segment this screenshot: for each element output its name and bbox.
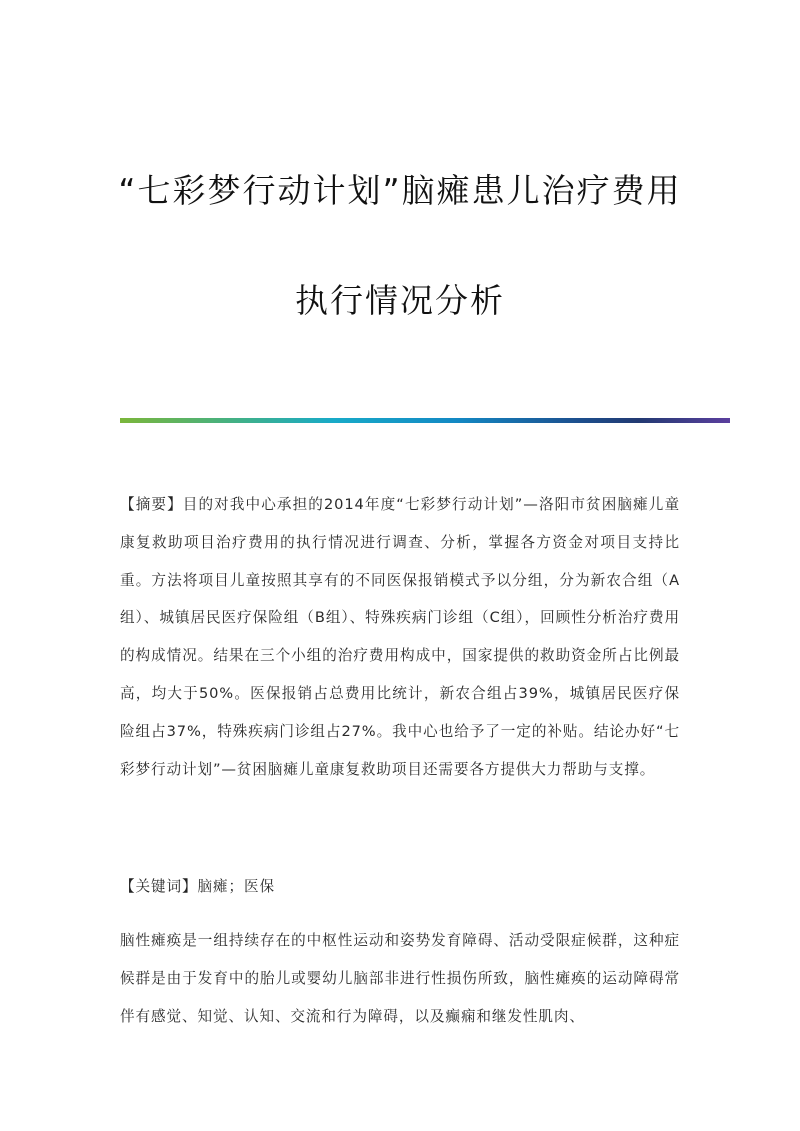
keywords-section xyxy=(120,868,680,906)
intro-section xyxy=(120,922,680,1035)
keywords-label: 【关键词】 xyxy=(120,878,198,895)
intro-paragraph: 脑性瘫痪是一组持续存在的中枢性运动和姿势发育障碍、活动受限症候群，这种症候群是由于发育中的胎儿或婴幼儿脑部非进行性损伤所致，脑性瘫痪的运动障碍常伴有感觉、知觉、认知、交流和行为障碍，以及癫痫和继发性肌肉、 xyxy=(120,932,680,1025)
abstract-label: 【摘要】 xyxy=(120,496,183,513)
document-title-line-2: 执行情况分析 xyxy=(295,281,505,320)
abstract-paragraph xyxy=(120,486,680,788)
abstract-section xyxy=(120,486,680,788)
gradient-divider xyxy=(120,418,730,423)
abstract-text: 目的对我中心承担的2014年度“七彩梦行动计划”—洛阳市贫困脑瘫儿童康复救助项目治疗费用的执行情况进行调查、分析，掌握各方资金对项目支持比重。方法将项目儿童按照其享有的不同医保报销模式予以分组，分为新农合组（A组）、城镇居民医疗保险组（B组）、特殊疾病门诊组（C组），回顾性分析治疗费用的构成情况。结果在三个小组的治疗费用构成中，国家提供的救助资金所占比例最高，均大于50%。医保报销占总费用比统计，新农合组占39%，城镇居民医疗保险组占37%，特殊疾病门诊组占27%。我中心也给予了一定的补贴。结论办好“七彩梦行动计划”—贫困脑瘫儿童康复救助项目还需要各方提供大力帮助与支撑。 xyxy=(120,496,680,778)
keywords-text: 脑瘫；医保 xyxy=(197,878,275,895)
keywords-paragraph xyxy=(120,868,680,906)
document-title-line-1: “七彩梦行动计划”脑瘫患儿治疗费用 xyxy=(118,171,682,210)
